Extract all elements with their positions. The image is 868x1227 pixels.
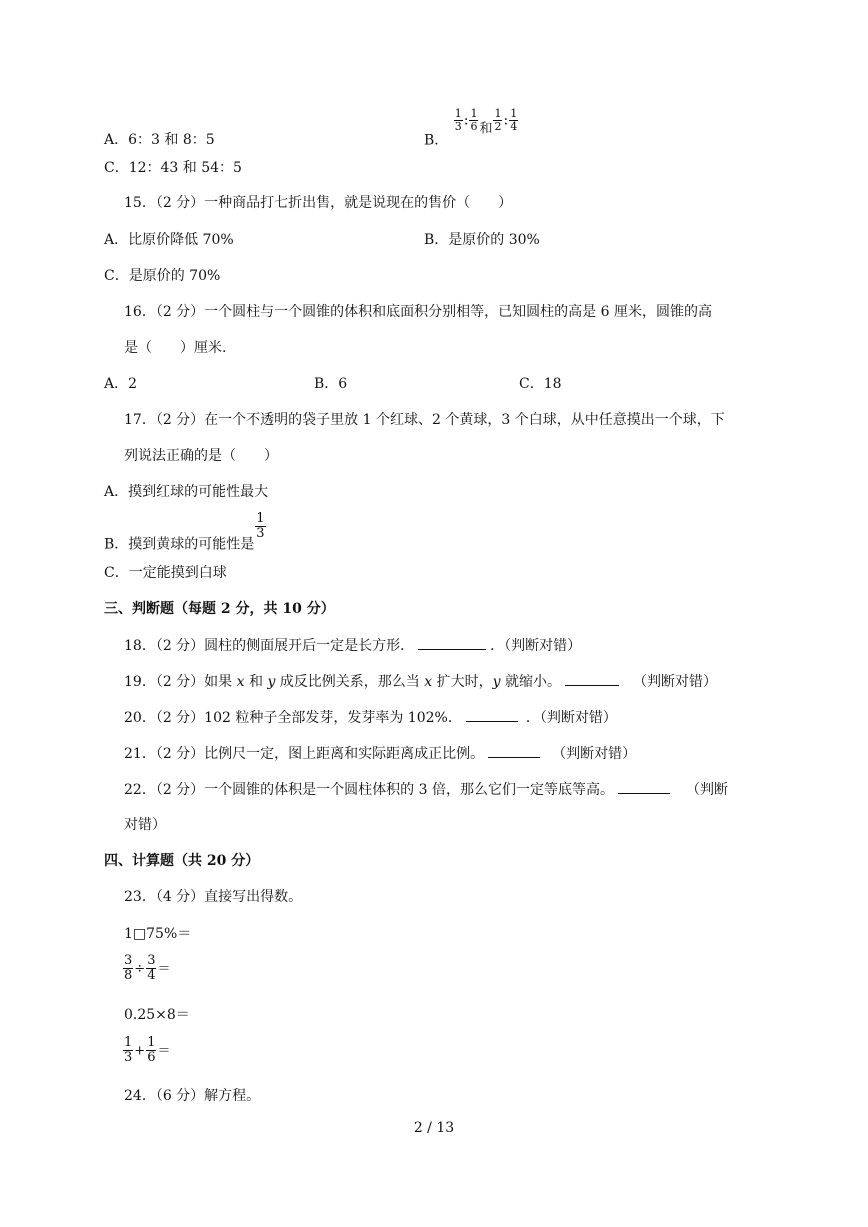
q23-expr2	[122, 954, 170, 983]
q18-tail: ．（判断对错）	[490, 638, 582, 654]
q14-b-frac1: $\frac{1}{3}$	[454, 107, 462, 133]
q17-option-b	[104, 512, 267, 553]
page-number: 2 / 13	[413, 1120, 455, 1136]
q14-option-b	[424, 108, 519, 148]
q19-var-x: x	[236, 674, 245, 690]
q18	[124, 635, 581, 656]
q23-e2-frac1: $\frac{3}{8}$	[124, 953, 133, 983]
section4-title: 四、计算题（共 20 分）	[104, 853, 260, 869]
q14-b-frac2: $\frac{1}{6}$	[470, 107, 478, 133]
q22-answer-blank[interactable]	[618, 779, 670, 794]
q17-stem-line1: 17．（2 分）在一个不透明的袋子里放 1 个红球、2 个黄球，3 个白球，从中任意摸出一个球，下	[124, 412, 725, 428]
q23-expr4	[122, 1036, 170, 1065]
q20	[124, 707, 617, 728]
q14-b-colon1: :	[463, 112, 469, 129]
q14-b-frac4: $\frac{1}{4}$	[510, 107, 518, 133]
q22-text: 22．（2 分）一个圆锥的体积是一个圆柱体积的 3 倍，那么它们一定等底等高。	[124, 782, 614, 798]
q17-b-frac: $\frac{1}{3}$	[256, 511, 265, 541]
q15-option-c: C．是原价的 70%	[104, 268, 221, 284]
q19-part2: 和	[244, 674, 268, 690]
q19-part1: 19．（2 分）如果	[124, 674, 237, 690]
q17-option-a: A．摸到红球的可能性最大	[104, 484, 269, 500]
q17-b-text: B．摸到黄球的可能性是	[104, 536, 255, 553]
q23-expr1: 1□75%＝	[124, 926, 192, 942]
q20-tail: ．（判断对错）	[525, 710, 617, 726]
section3-title: 三、判断题（每题 2 分，共 10 分）	[104, 601, 335, 617]
q19-var-x2: x	[424, 674, 433, 690]
q17-option-c: C．一定能摸到白球	[104, 565, 227, 581]
q14-option-a: A．6：3 和 8：5	[104, 132, 215, 148]
q19-var-y2: y	[492, 674, 501, 690]
q23-e4-frac2: $\frac{1}{6}$	[147, 1035, 156, 1065]
q19-part3: 成反比例关系，那么当	[275, 674, 425, 690]
q19-var-y: y	[267, 674, 276, 690]
q22-tail: （判断	[685, 782, 728, 798]
q14-b-colon2: :	[503, 112, 509, 129]
q17-stem-line2: 列说法正确的是（ ）	[124, 448, 278, 464]
q23-e2-frac2: $\frac{3}{4}$	[147, 953, 156, 983]
q20-text: 20．（2 分）102 粒种子全部发芽，发芽率为 102%．	[124, 710, 462, 726]
q16-option-a: A．2	[104, 376, 138, 392]
q14-option-c: C．12：43 和 54：5	[104, 160, 242, 176]
q24-stem: 24．（6 分）解方程。	[124, 1088, 261, 1104]
q21-answer-blank[interactable]	[488, 743, 540, 758]
q23-e4-frac1: $\frac{1}{3}$	[124, 1035, 133, 1065]
q14-b-frac3: $\frac{1}{2}$	[494, 107, 502, 133]
q22-line1	[124, 779, 728, 800]
q23-e4-op: +	[134, 1043, 146, 1059]
q16-stem-line2: 是（ ）厘米.	[124, 340, 227, 356]
q23-e4-eq: ＝	[157, 1043, 171, 1059]
q14-b-and: 和	[479, 121, 493, 137]
q19	[124, 671, 717, 692]
q16-option-b: B．6	[314, 376, 348, 392]
q21	[124, 743, 636, 764]
q23-e2-eq: ＝	[157, 961, 171, 977]
q19-part5: 就缩小。	[500, 674, 561, 690]
q15-option-b: B．是原价的 30%	[424, 232, 540, 248]
q16-stem-line1: 16．（2 分）一个圆柱与一个圆锥的体积和底面积分别相等，已知圆柱的高是 6 厘米，圆锥的高	[124, 304, 712, 320]
q18-answer-blank[interactable]	[418, 635, 486, 650]
q23-stem: 23．（4 分）直接写出得数。	[124, 889, 303, 905]
q18-text: 18．（2 分）圆柱的侧面展开后一定是长方形．	[124, 638, 415, 654]
q15-option-a: A．比原价降低 70%	[104, 232, 234, 248]
q21-tail: （判断对错）	[552, 746, 637, 762]
q15-stem: 15．（2 分）一种商品打七折出售，就是说现在的售价（ ）	[124, 195, 513, 211]
q23-e2-op: ÷	[134, 961, 146, 977]
q23-expr3: 0.25×8＝	[124, 1007, 190, 1023]
q19-answer-blank[interactable]	[565, 671, 619, 686]
q16-option-c: C．18	[519, 376, 562, 392]
q22-line2: 对错）	[124, 817, 166, 833]
q14-b-prefix: B．	[424, 132, 449, 149]
q19-tail: （判断对错）	[633, 674, 717, 690]
q19-part4: 扩大时，	[432, 674, 493, 690]
q21-text: 21．（2 分）比例尺一定，图上距离和实际距离成正比例。	[124, 746, 485, 762]
q20-answer-blank[interactable]	[466, 707, 518, 722]
